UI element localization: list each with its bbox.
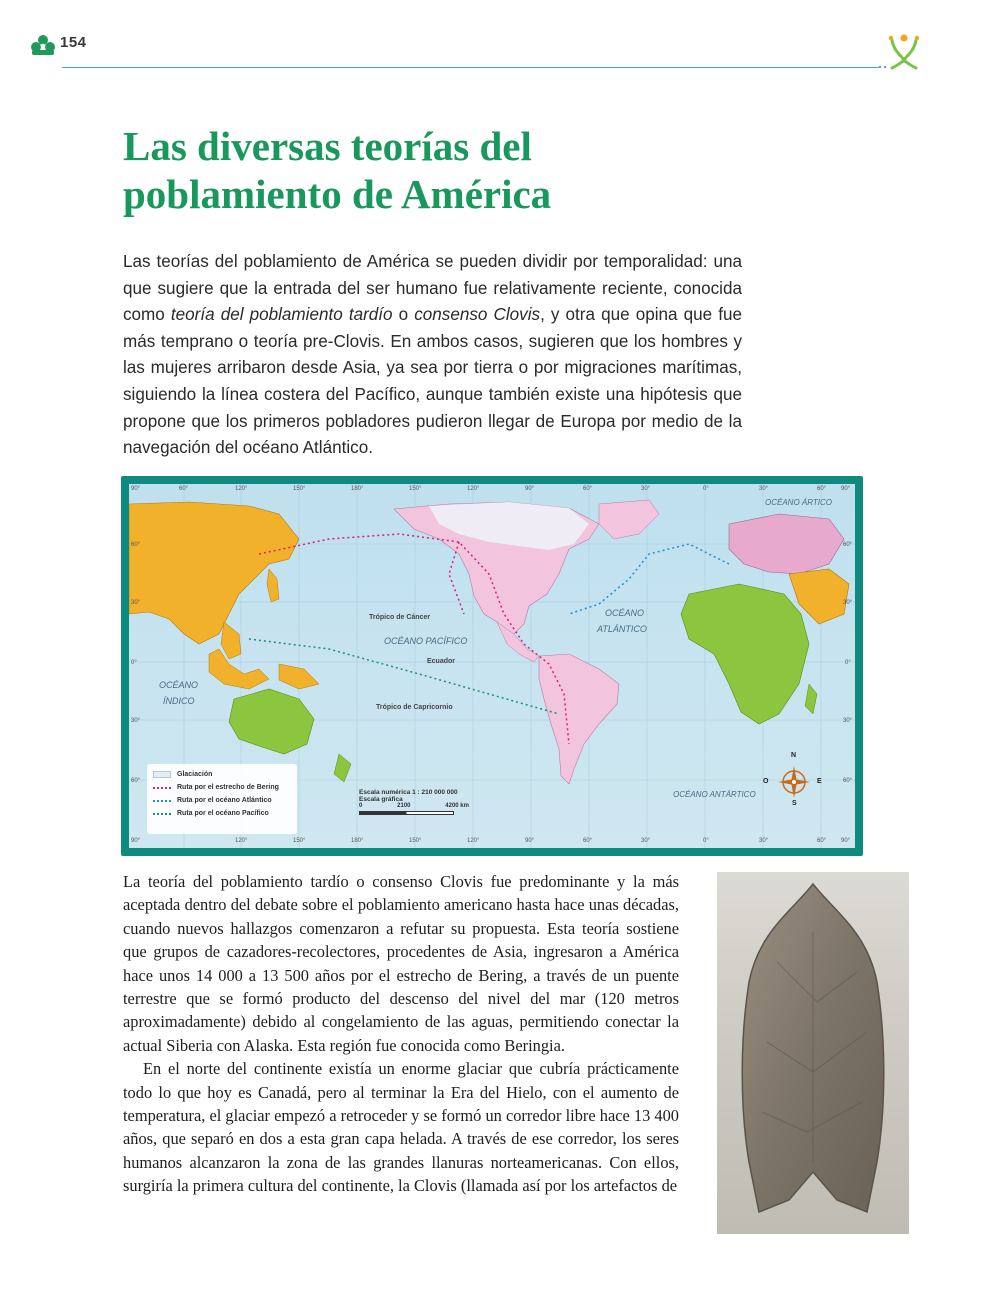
degree-bottom-6: 120° [467, 838, 480, 844]
degree-top-3: 120° [235, 486, 248, 492]
intro-text-3: , y otra que opina que fue más temprano o teoría pre-Clovis. En ambos casos, sugieren que los hombres y las mujeres arribaron desde Asia, ya sea por tierra o por migraciones marítimas, siguiendo la línea costera del Pacífico, aunque también existe una hipótesis que propone que los primeros pobladores pudieron llegar de Europa por medio de la navegación del océano Atlántico. [123, 305, 742, 458]
intro-emphasis-2: consenso Clovis [414, 305, 541, 325]
degree-bottom-11: 30° [759, 838, 769, 844]
degree-bottom-5: 150° [409, 838, 422, 844]
degree-left-5: 60° [131, 778, 141, 784]
title-line-2: poblamiento de América [123, 171, 552, 217]
intro-text-2: o [392, 305, 415, 325]
intro-text-1: Las teorías del poblamiento de América se pueden dividir por temporalidad: una que sugiere que la entrada del ser humano fue relativamente reciente, conocida como [123, 252, 742, 325]
clovis-point-shape [717, 872, 909, 1234]
atlantic-route-line-icon [153, 800, 171, 802]
label-oceano-antartico: OCÉANO ANTÁRTICO [673, 790, 756, 799]
compass-rose [763, 752, 822, 808]
degree-bottom-4: 180° [351, 838, 364, 844]
legend-item-atlantico [153, 794, 291, 807]
degree-top-13: 60° [817, 486, 827, 492]
degree-bottom-3: 150° [293, 838, 306, 844]
degree-top-14: 90° [841, 486, 851, 492]
page-title [123, 122, 823, 218]
scale-ticks [359, 803, 469, 809]
degree-bottom-8: 60° [583, 838, 593, 844]
compass-n: N [791, 752, 797, 759]
scale-tick-1: 2100 [397, 803, 411, 809]
bering-route-line-icon [153, 787, 171, 789]
degree-left-2: 30° [131, 600, 141, 606]
legend-label-atlantico: Ruta por el océano Atlántico [177, 797, 272, 804]
degree-right-1: 60° [843, 542, 853, 548]
label-oceano-atlantico-2: ATLÁNTICO [597, 624, 647, 634]
label-tropico-capricornio: Trópico de Capricornio [376, 704, 453, 711]
degree-left-1: 60° [131, 542, 141, 548]
body-paragraph-1: La teoría del poblamiento tardío o consenso Clovis fue predominante y la más aceptada dentro del debate sobre el poblamiento americano hasta hace unas décadas, cuando nuevos hallazgos comenzaron a refutar su propuesta. Esta teoría sostiene que grupos de cazadores-recolectores, procedentes de Asia, ingresaron a América hace unos 14 000 a 13 500 años por el estrecho de Bering, a través de un puente terrestre que se formó producto del descenso del nivel del mar (120 metros aproximadamente) debido al congelamiento de las aguas, permitiendo conectar la actual Siberia con Alaska. Esta región fue conocida como Beringia. [123, 872, 679, 1055]
degree-top-4: 150° [293, 486, 306, 492]
degree-bottom-7: 90° [525, 838, 535, 844]
degree-top-12: 30° [759, 486, 769, 492]
scale-tick-2: 4200 km [445, 803, 469, 809]
page-number: 154 [60, 34, 87, 51]
scale-bar [359, 811, 454, 815]
pacific-route-line-icon [153, 813, 171, 815]
label-ecuador: Ecuador [427, 658, 456, 665]
header-rule [62, 67, 880, 68]
scale-numeric: Escala numérica 1 : 210 000 000 [359, 789, 458, 796]
degree-top-2: 60° [179, 486, 189, 492]
body-text [123, 870, 679, 1198]
degree-right-2: 30° [843, 600, 853, 606]
degree-top-5: 180° [351, 486, 364, 492]
intro-paragraph [123, 249, 742, 462]
label-oceano-indico-2: ÍNDICO [163, 696, 195, 706]
degree-top-9: 60° [583, 486, 593, 492]
degree-left-4: 30° [131, 718, 141, 724]
degree-right-5: 60° [843, 778, 853, 784]
degree-bottom-1: 90° [131, 838, 141, 844]
label-oceano-pacifico: OCÉANO PACÍFICO [384, 636, 468, 646]
sprout-emblem-icon [884, 30, 924, 72]
scale-tick-0: 0 [359, 803, 363, 809]
clover-logo-icon [30, 34, 56, 56]
map-scale [359, 789, 509, 815]
label-tropico-cancer: Trópico de Cáncer [369, 614, 431, 621]
degree-left-3: 0° [131, 660, 137, 666]
glaciation-swatch [153, 771, 171, 778]
degree-top-11: 0° [703, 486, 709, 492]
legend-label-pacifico: Ruta por el océano Pacífico [177, 810, 269, 817]
degree-right-3: 0° [845, 660, 851, 666]
title-line-1: Las diversas teorías del [123, 123, 532, 169]
degree-bottom-13: 90° [841, 838, 851, 844]
degree-top-7: 120° [467, 486, 480, 492]
degree-top-1: 90° [131, 486, 141, 492]
degree-top-8: 90° [525, 486, 535, 492]
intro-emphasis-1: teoría del poblamiento tardío [170, 305, 393, 325]
compass-o: O [763, 778, 769, 785]
legend-item-glaciacion [153, 768, 291, 781]
degree-top-6: 150° [409, 486, 422, 492]
migration-map [121, 476, 863, 856]
legend-item-pacifico [153, 807, 291, 820]
compass-s: S [792, 800, 797, 807]
degree-bottom-2: 120° [235, 838, 248, 844]
legend-label-glaciacion: Glaciación [177, 771, 213, 778]
legend-item-bering [153, 781, 291, 794]
clovis-point-image [717, 872, 909, 1234]
label-oceano-atlantico-1: OCÉANO [605, 608, 645, 618]
degree-bottom-12: 60° [817, 838, 827, 844]
label-oceano-artico: OCÉANO ÁRTICO [765, 498, 832, 507]
legend-label-bering: Ruta por el estrecho de Bering [177, 784, 279, 791]
scale-graphic: Escala gráfica [359, 796, 403, 803]
degree-top-10: 30° [641, 486, 651, 492]
degree-right-4: 30° [843, 718, 853, 724]
compass-e: E [817, 778, 822, 785]
label-oceano-indico-1: OCÉANO [159, 680, 199, 690]
degree-bottom-10: 0° [703, 838, 709, 844]
body-paragraph-2: En el norte del continente existía un enorme glaciar que cubría prácticamente todo lo que hoy es Canadá, pero al terminar la Era del Hielo, con el aumento de temperatura, el glaciar empezó a retroceder y se formó un corredor libre hace 13 400 años, que separó en dos a esta gran capa helada. A través de ese corredor, los seres humanos alcanzaron la zona de las grandes llanuras norteamericanas. Con ellos, surgiría la primera cultura del continente, la Clovis (llamada así por los artefactos de [123, 1059, 679, 1196]
degree-bottom-9: 30° [641, 838, 651, 844]
map-legend [147, 764, 297, 834]
